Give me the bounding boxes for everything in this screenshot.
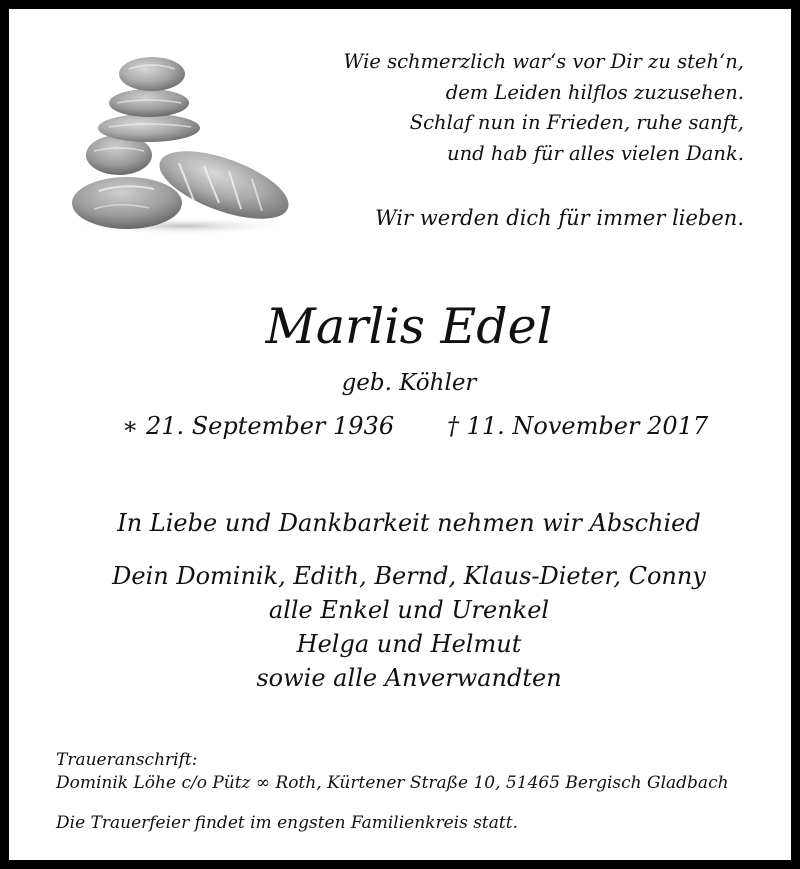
mourners-list	[9, 559, 800, 695]
maiden-name: geb. Köhler	[341, 370, 477, 396]
stacked-stones-icon	[69, 51, 299, 236]
ceremony-note: Die Trauerfeier findet im engsten Familienkreis statt.	[56, 813, 518, 833]
mourner-line: sowie alle Anverwandten	[256, 664, 562, 692]
poem-line: Wie schmerzlich war‘s vor Dir zu steh‘n,	[343, 50, 744, 73]
deceased-name: Marlis Edel	[265, 298, 553, 355]
mourner-line: alle Enkel und Urenkel	[268, 596, 550, 624]
mourner-line: Dein Dominik, Edith, Bernd, Klaus-Dieter, Conny	[112, 562, 706, 590]
poem-line: und hab für alles vielen Dank.	[447, 141, 744, 165]
birth-date: ∗ 21. September 1936	[122, 412, 395, 440]
address-text: Dominik Löhe c/o Pütz ∞ Roth, Kürtener Straße 10, 51465 Bergisch Gladbach	[56, 773, 729, 793]
poem-closing: Wir werden dich für immer lieben.	[375, 206, 744, 230]
address-label: Traueranschrift:	[56, 750, 198, 770]
mourner-line: Helga und Helmut	[296, 630, 522, 658]
farewell-text: In Liebe und Dankbarkeit nehmen wir Abschied	[117, 509, 701, 537]
mourning-address	[56, 749, 729, 795]
poem-line: Schlaf nun in Frieden, ruhe sanft,	[409, 111, 744, 134]
poem	[343, 47, 744, 169]
poem-line: dem Leiden hilflos zuzusehen.	[445, 80, 744, 104]
death-date: † 11. November 2017	[447, 412, 709, 440]
